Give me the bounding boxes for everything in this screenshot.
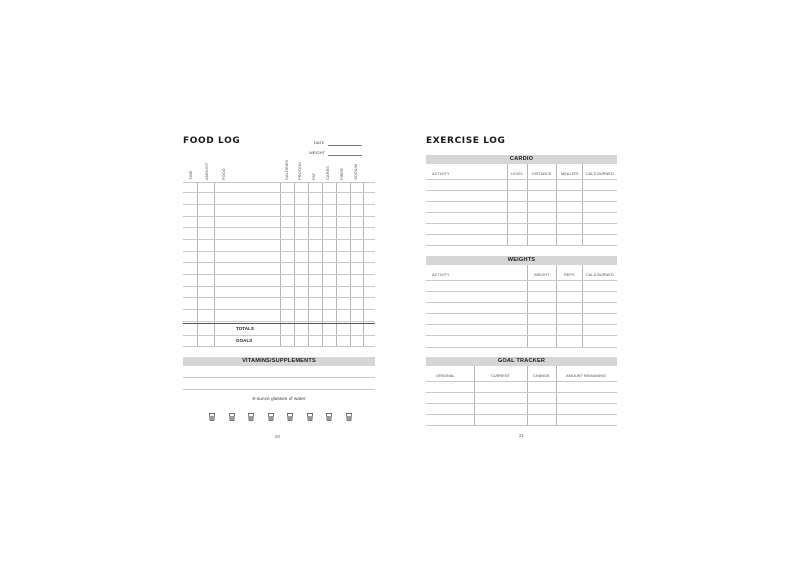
- cardio-col-distance: DISTANCE: [532, 171, 552, 176]
- water-glass-icon[interactable]: [346, 408, 352, 416]
- water-label: 8-ounce glasses of water: [252, 397, 306, 402]
- col-header-time: TIME: [188, 170, 193, 180]
- date-field[interactable]: [328, 145, 362, 146]
- cardio-col-level: LEVEL: [511, 171, 524, 176]
- cardio-table[interactable]: [426, 164, 617, 246]
- food-log-page: [183, 128, 375, 448]
- page-title: FOOD LOG: [183, 136, 241, 146]
- col-header-food: FOOD: [221, 168, 226, 180]
- col-header-sodium: SODIUM: [353, 164, 358, 180]
- water-glass-icon[interactable]: [248, 408, 254, 416]
- col-header-fat: FAT: [311, 172, 316, 180]
- goals-label: GOALS: [236, 338, 253, 343]
- page-title: EXERCISE LOG: [426, 136, 506, 146]
- goal-tracker-table[interactable]: [426, 366, 617, 426]
- exercise-log-page: [426, 128, 617, 448]
- goal-tracker-header: GOAL TRACKER: [426, 357, 617, 366]
- col-header-fiber: FIBER: [339, 168, 344, 180]
- weights-col-cals-burned: CALS BURNED: [586, 272, 614, 277]
- cardio-col-minutes: MINUTES: [561, 171, 579, 176]
- page-number: 20: [275, 434, 281, 439]
- col-header-protein: PROTEIN: [297, 162, 302, 180]
- page-number: 21: [519, 433, 525, 438]
- water-glass-icon[interactable]: [229, 408, 235, 416]
- water-glass-icon[interactable]: [287, 408, 293, 416]
- cardio-col-activity: ACTIVITY: [432, 171, 450, 176]
- date-label: DATE: [314, 140, 325, 145]
- col-header-carbs: CARBS: [325, 166, 330, 180]
- goal-col-amount-remaining: AMOUNT REMAINING: [566, 373, 606, 378]
- totals-label: TOTALS: [236, 326, 254, 331]
- vitamins-header: VITAMINS/SUPPLEMENTS: [183, 357, 375, 366]
- cardio-col-cals-burned: CALS BURNED: [586, 171, 614, 176]
- vitamins-line[interactable]: [183, 377, 375, 378]
- food-log-table[interactable]: [183, 182, 375, 347]
- goal-col-change: CHANGE: [533, 373, 550, 378]
- water-glass-icon[interactable]: [307, 408, 313, 416]
- weights-col-reps: REPS: [564, 272, 575, 277]
- vitamins-line[interactable]: [183, 389, 375, 390]
- goal-col-current: CURRENT: [491, 373, 511, 378]
- weights-table[interactable]: [426, 265, 617, 348]
- weight-label: WEIGHT: [309, 150, 325, 155]
- weights-header: WEIGHTS: [426, 256, 617, 265]
- goal-col-original: ORIGINAL: [436, 373, 455, 378]
- weights-col-weight: WEIGHT: [534, 272, 550, 277]
- weights-col-activity: ACTIVITY: [432, 272, 450, 277]
- col-header-calories: CALORIES: [284, 159, 289, 180]
- water-glass-icon[interactable]: [326, 408, 332, 416]
- water-glass-icon[interactable]: [268, 408, 274, 416]
- water-glass-icon[interactable]: [209, 408, 215, 416]
- cardio-header: CARDIO: [426, 155, 617, 164]
- weight-field[interactable]: [328, 155, 362, 156]
- col-header-amount: AMOUNT: [204, 162, 209, 180]
